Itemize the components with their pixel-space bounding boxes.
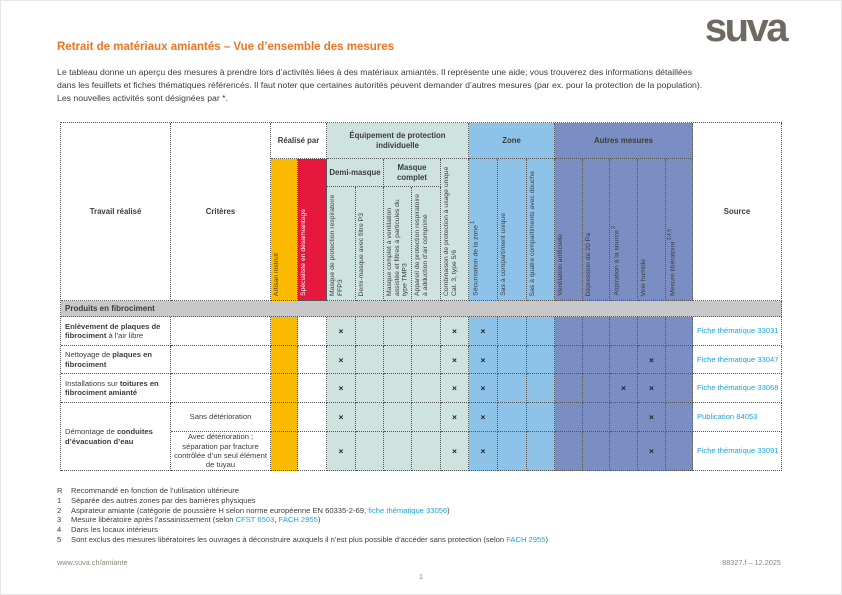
cell-epi-ffp3-r2: ×	[327, 346, 356, 374]
cell-epi-p3-r5	[356, 432, 384, 471]
header-realise-par: Réalisé par	[271, 123, 327, 159]
col-header-epi-combinaison: Combinaison de protection à usage unique Cat. 3, type 5/6	[441, 159, 469, 301]
cell-autres-aspiration-r3: ×	[610, 374, 638, 403]
suva-logo: suva	[704, 6, 786, 50]
footnote-marker: 2	[57, 505, 62, 515]
cell-autres-liberatoire-r5	[666, 432, 693, 471]
cell-epi-combinaison-r1: ×	[441, 317, 469, 346]
cell-artisan-r5	[271, 432, 298, 471]
cell-criteres-r5: Avec détérioration ; séparation par fracture contrôlée d’un seul élément de tuyau	[171, 432, 271, 471]
cell-autres-aspiration-r1	[610, 317, 638, 346]
footnote-line	[57, 525, 548, 535]
footnote-text	[71, 496, 255, 506]
cell-zone-sas-unique-r3	[498, 374, 527, 403]
intro-text	[57, 66, 702, 105]
cell-source-r5	[693, 432, 782, 471]
cell-autres-depression-r2	[583, 346, 610, 374]
header-autres-group: Autres mesures	[555, 123, 693, 159]
col-header-autres-voie-humide: Voie humide	[638, 159, 666, 301]
cell-source-r4	[693, 403, 782, 432]
page-number: 1	[418, 572, 424, 581]
cell-autres-liberatoire-r1	[666, 317, 693, 346]
cell-epi-p3-r3	[356, 374, 384, 403]
cell-criteres-r3	[171, 374, 271, 403]
footnote-text	[71, 525, 158, 535]
cell-epi-p3-r2	[356, 346, 384, 374]
cell-autres-liberatoire-r3	[666, 374, 693, 403]
source-link[interactable]: Fiche thématique 33068	[697, 383, 779, 393]
cell-autres-voie-humide-r4: ×	[638, 403, 666, 432]
cell-zone-sas-unique-r1	[498, 317, 527, 346]
cell-zone-securisation-r2: ×	[469, 346, 498, 374]
cell-specialiste-r1	[298, 317, 327, 346]
cell-travail-r2: Nettoyage de plaques en fibrociment	[61, 346, 171, 374]
source-link[interactable]: Fiche thématique 33047	[697, 354, 779, 364]
cell-artisan-r2	[271, 346, 298, 374]
cell-criteres-r1	[171, 317, 271, 346]
cell-source-r1	[693, 317, 782, 346]
footnote-marker: 5	[57, 534, 62, 544]
cell-epi-tmp3-r2	[384, 346, 412, 374]
cell-zone-securisation-r1: ×	[469, 317, 498, 346]
cell-epi-combinaison-r4: ×	[441, 403, 469, 432]
cell-zone-sas-unique-r4	[498, 403, 527, 432]
footnote-segment: ,	[274, 515, 279, 525]
cell-zone-securisation-r3: ×	[469, 374, 498, 403]
footnote-segment: Mesure libératoire après l’assainissement (selon	[71, 515, 236, 525]
cell-artisan-r3	[271, 374, 298, 403]
footnote-text	[71, 486, 239, 496]
cell-travail-r1: Enlèvement de plaques de fibrociment à l’air libre	[61, 317, 171, 346]
cell-autres-voie-humide-r3: ×	[638, 374, 666, 403]
footer-url[interactable]: www.suva.ch/amiante	[57, 558, 128, 567]
cell-source-r3	[693, 374, 782, 403]
cell-epi-air-r3	[412, 374, 441, 403]
footnote-segment: Aspirateur amiante (catégorie de poussière H selon norme européenne EN 60335-2-69,	[71, 505, 369, 515]
footnote-segment: )	[545, 534, 548, 544]
cell-autres-ventilation-r3	[555, 374, 583, 403]
footnote-text	[71, 506, 450, 516]
cell-autres-voie-humide-r5: ×	[638, 432, 666, 471]
footnote-link[interactable]: FACH 2955	[278, 515, 318, 525]
header-complet-masque: Masque complet	[384, 159, 441, 187]
cell-zone-sas-quatre-r1	[527, 317, 555, 346]
cell-epi-ffp3-r1: ×	[327, 317, 356, 346]
cell-autres-voie-humide-r2: ×	[638, 346, 666, 374]
cell-artisan-r4	[271, 403, 298, 432]
cell-epi-combinaison-r5: ×	[441, 432, 469, 471]
cell-zone-sas-unique-r5	[498, 432, 527, 471]
cell-criteres-r4: Sans détérioration	[171, 403, 271, 432]
source-link[interactable]: Fiche thématique 33031	[697, 326, 779, 336]
col-header-specialiste: Spécialiste en désamiantage	[298, 159, 327, 301]
footnote-line	[57, 506, 548, 516]
cell-artisan-r1	[271, 317, 298, 346]
footnote-marker: 4	[57, 525, 62, 535]
intro-line: Le tableau donne un aperçu des mesures à prendre lors d’activités liées à des matériaux amiantés. Il représente une aide; vous trouverez des informations détaillées	[57, 67, 693, 77]
footnote-link[interactable]: fiche thématique 33056	[368, 505, 448, 515]
footnote-line	[57, 496, 548, 506]
col-header-epi-ffp3: Masque de protection respiratoire FFP3	[327, 187, 356, 301]
footnote-line	[57, 535, 548, 545]
cell-specialiste-r4	[298, 403, 327, 432]
page-title: Retrait de matériaux amiantés – Vue d’ensemble des mesures	[57, 41, 395, 53]
footnote-segment: )	[447, 505, 450, 515]
footnote-segment: Recommandé en fonction de l’utilisation ultérieure	[71, 486, 240, 495]
cell-autres-aspiration-r4	[610, 403, 638, 432]
header-source: Source	[693, 123, 782, 301]
cell-autres-ventilation-r5	[555, 432, 583, 471]
col-header-autres-liberatoire: Mesure libératoire $^{3,4,5}$	[666, 159, 693, 301]
cell-epi-combinaison-r3: ×	[441, 374, 469, 403]
col-header-zone-sas-unique: Sas à compartiment unique	[498, 159, 527, 301]
source-link[interactable]: Publication 84053	[697, 412, 758, 422]
cell-autres-depression-r4	[583, 403, 610, 432]
footnote-marker: 1	[57, 495, 62, 505]
col-header-epi-tmp3: Masque complet à ventilation assistée et filtres à particules du type TMP3	[384, 187, 412, 301]
section-header-produits-fibrociment: Produits en fibrociment	[61, 301, 782, 317]
footnote-segment: Sont exclus des mesures libératoires les ouvrages à déconstruire auxquels il n’est plus possible d’accéder sans protection (selon	[71, 534, 507, 544]
cell-specialiste-r3	[298, 374, 327, 403]
cell-autres-voie-humide-r1	[638, 317, 666, 346]
cell-zone-securisation-r5: ×	[469, 432, 498, 471]
cell-travail-r3: Installations sur toitures en fibrociment amianté	[61, 374, 171, 403]
cell-autres-liberatoire-r2	[666, 346, 693, 374]
header-travail-realise: Travail réalisé	[61, 123, 171, 301]
intro-line: Les nouvelles activités sont désignées par *.	[57, 93, 228, 103]
cell-travail-r4: Démontage de conduites d’évacuation d’eau	[61, 403, 171, 471]
cell-autres-depression-r3	[583, 374, 610, 403]
footnote-line	[57, 486, 548, 496]
measures-table	[60, 122, 782, 471]
cell-epi-air-r1	[412, 317, 441, 346]
header-epi-group: Équipement de protection individuelle	[327, 123, 469, 159]
cell-epi-ffp3-r5: ×	[327, 432, 356, 471]
cell-epi-air-r2	[412, 346, 441, 374]
footer-doc-ref: 88327.f – 12.2025	[722, 558, 781, 567]
source-link[interactable]: Fiche thématique 33091	[697, 446, 779, 456]
cell-epi-ffp3-r3: ×	[327, 374, 356, 403]
cell-specialiste-r5	[298, 432, 327, 471]
footnote-line	[57, 515, 548, 525]
cell-autres-aspiration-r2	[610, 346, 638, 374]
intro-line: dans les feuillets et fiches thématiques référencés. Il faut noter que certaines autorités peuvent demander d’autres mesures (par ex. pour la protection de la population).	[57, 80, 703, 90]
cell-epi-tmp3-r3	[384, 374, 412, 403]
cell-specialiste-r2	[298, 346, 327, 374]
footnote-segment: Séparée des autres zones par des barrières physiques	[71, 495, 256, 505]
col-header-autres-aspiration: Aspiration à la source $^2$	[610, 159, 638, 301]
cell-zone-sas-unique-r2	[498, 346, 527, 374]
cell-autres-depression-r1	[583, 317, 610, 346]
col-header-zone-sas-quatre: Sas à quatre compartiments avec douche	[527, 159, 555, 301]
footnote-marker: R	[57, 486, 63, 495]
cell-epi-tmp3-r5	[384, 432, 412, 471]
cell-epi-tmp3-r4	[384, 403, 412, 432]
cell-zone-securisation-r4: ×	[469, 403, 498, 432]
footnote-segment: )	[317, 515, 321, 525]
header-criteres: Critères	[171, 123, 271, 301]
cell-source-r2	[693, 346, 782, 374]
header-zone-group: Zone	[469, 123, 555, 159]
cell-epi-tmp3-r1	[384, 317, 412, 346]
cell-autres-ventilation-r2	[555, 346, 583, 374]
cell-autres-aspiration-r5	[610, 432, 638, 471]
header-demi-masque: Demi-masque	[327, 159, 384, 187]
cell-zone-sas-quatre-r5	[527, 432, 555, 471]
col-header-epi-air: Appareil de protection respiratoire à adduction d’air comprimé	[412, 187, 441, 301]
footnote-text	[71, 515, 320, 525]
cell-criteres-r2	[171, 346, 271, 374]
cell-zone-sas-quatre-r4	[527, 403, 555, 432]
footnote-link[interactable]: FACH 2955	[506, 534, 546, 544]
col-header-epi-p3: Demi-masque avec filtre P3	[356, 187, 384, 301]
cell-epi-air-r5	[412, 432, 441, 471]
col-header-autres-depression: Dépression de 20 Pa	[583, 159, 610, 301]
cell-zone-sas-quatre-r2	[527, 346, 555, 374]
cell-epi-ffp3-r4: ×	[327, 403, 356, 432]
cell-epi-combinaison-r2: ×	[441, 346, 469, 374]
cell-epi-air-r4	[412, 403, 441, 432]
cell-epi-p3-r1	[356, 317, 384, 346]
footnote-link[interactable]: CFST 6503	[235, 515, 275, 525]
col-header-zone-securisation: Sécurisation de la zone $^1$	[469, 159, 498, 301]
footnote-text	[71, 535, 548, 545]
col-header-autres-ventilation: Ventilation artificielle	[555, 159, 583, 301]
col-header-artisan: Artisan instruit	[271, 159, 298, 301]
footnote-marker: 3	[57, 515, 62, 525]
footnotes	[57, 486, 548, 545]
cell-zone-sas-quatre-r3	[527, 374, 555, 403]
cell-autres-ventilation-r1	[555, 317, 583, 346]
cell-autres-depression-r5	[583, 432, 610, 471]
footnote-segment: Dans les locaux intérieurs	[71, 525, 158, 535]
cell-epi-p3-r4	[356, 403, 384, 432]
cell-autres-ventilation-r4	[555, 403, 583, 432]
cell-autres-liberatoire-r4	[666, 403, 693, 432]
